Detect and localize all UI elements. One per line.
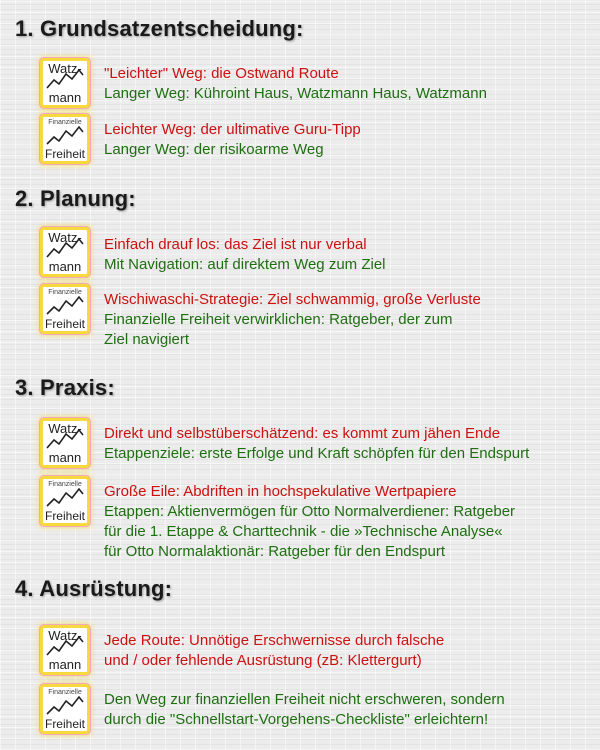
badge-label: Watz- bbox=[48, 230, 82, 245]
positive-line: Etappen: Aktienvermögen für Otto Normalverdiener: Ratgeber bbox=[104, 503, 516, 520]
freiheit-badge-icon bbox=[40, 684, 90, 734]
positive-line: Den Weg zur finanziellen Freiheit nicht erschweren, sondern bbox=[104, 691, 505, 708]
freiheit-badge-icon bbox=[40, 284, 90, 334]
badge-label: Finanzielle bbox=[48, 119, 82, 126]
chart-line-icon bbox=[45, 122, 85, 150]
positive-line: durch die "Schnellstart-Vorgehens-Checkliste" erleichtern! bbox=[104, 711, 489, 728]
badge-label: mann bbox=[48, 450, 82, 465]
watzmann-badge-icon bbox=[40, 58, 90, 108]
negative-line: Einfach drauf los: das Ziel ist nur verbal bbox=[104, 236, 367, 253]
negative-line: Wischiwaschi-Strategie: Ziel schwammig, große Verluste bbox=[104, 291, 481, 308]
watzmann-badge-icon bbox=[40, 227, 90, 277]
positive-line: Etappenziele: erste Erfolge und Kraft schöpfen für den Endspurt bbox=[104, 445, 530, 462]
badge-label: Finanzielle bbox=[48, 689, 82, 696]
badge-label: Watz- bbox=[48, 421, 82, 436]
badge-label: Watz- bbox=[48, 61, 82, 76]
section-4-heading: 4. Ausrüstung: bbox=[15, 576, 173, 601]
badge-label: Freiheit bbox=[44, 717, 85, 731]
chart-line-icon bbox=[45, 292, 85, 320]
freiheit-badge-icon bbox=[40, 114, 90, 164]
positive-line: Mit Navigation: auf direktem Weg zum Ziel bbox=[104, 256, 386, 273]
chart-line-icon bbox=[45, 484, 85, 512]
section-3-heading: 3. Praxis: bbox=[15, 375, 115, 400]
badge-label: mann bbox=[48, 657, 82, 672]
freiheit-badge-icon bbox=[40, 476, 90, 526]
positive-line: für Otto Normalaktionär: Ratgeber für den Endspurt bbox=[104, 543, 446, 560]
negative-line: Jede Route: Unnötige Erschwernisse durch falsche bbox=[104, 632, 445, 649]
watzmann-badge-icon bbox=[40, 625, 90, 675]
chart-line-icon bbox=[45, 692, 85, 720]
badge-label: mann bbox=[48, 90, 82, 105]
negative-line: "Leichter" Weg: die Ostwand Route bbox=[104, 65, 339, 82]
section-1-heading: 1. Grundsatzentscheidung: bbox=[15, 16, 304, 41]
badge-label: mann bbox=[48, 259, 82, 274]
badge-label: Freiheit bbox=[44, 317, 85, 331]
positive-line: Finanzielle Freiheit verwirklichen: Ratgeber, der zum bbox=[104, 311, 453, 328]
positive-line: Ziel navigiert bbox=[104, 331, 190, 348]
section-2-heading: 2. Planung: bbox=[15, 186, 136, 211]
negative-line: und / oder fehlende Ausrüstung (zB: Klettergurt) bbox=[104, 652, 422, 669]
watzmann-badge-icon bbox=[40, 418, 90, 468]
positive-line: Langer Weg: Kühroint Haus, Watzmann Haus, Watzmann bbox=[104, 85, 487, 102]
badge-label: Finanzielle bbox=[48, 289, 82, 296]
badge-label: Watz- bbox=[48, 628, 82, 643]
positive-line: für die 1. Etappe & Charttechnik - die »Technische Analyse« bbox=[104, 523, 503, 540]
negative-line: Große Eile: Abdriften in hochspekulative Wertpapiere bbox=[104, 483, 457, 500]
negative-line: Leichter Weg: der ultimative Guru-Tipp bbox=[104, 121, 361, 138]
badge-label: Finanzielle bbox=[48, 481, 82, 488]
badge-label: Freiheit bbox=[44, 509, 85, 523]
positive-line: Langer Weg: der risikoarme Weg bbox=[104, 141, 324, 158]
badge-label: Freiheit bbox=[44, 147, 85, 161]
negative-line: Direkt und selbstüberschätzend: es kommt zum jähen Ende bbox=[104, 425, 501, 442]
